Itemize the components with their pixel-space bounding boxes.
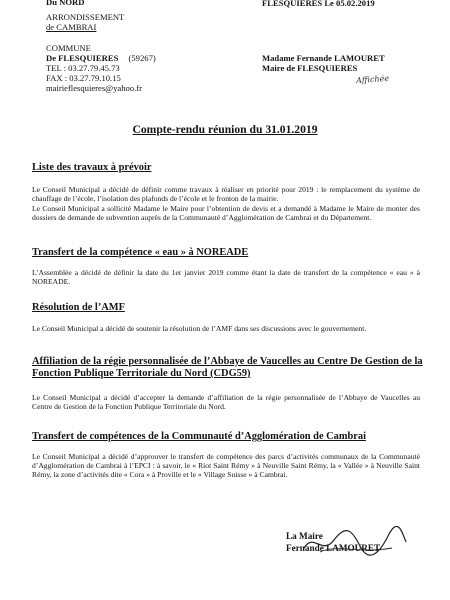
section-paragraph-amf: Le Conseil Municipal a décidé de soutenir la résolution de l’AMF dans ses discussions avec le gouvernement. (32, 324, 367, 333)
recipient-title: Maire de FLESQUIERES (262, 63, 358, 73)
signature-name: Fernande LAMOURET (286, 543, 381, 553)
header-fax: FAX : 03.27.79.10.15 (46, 73, 121, 83)
section-heading-eau: Transfert de la compétence « eau » à NOREADE (32, 247, 249, 258)
section-paragraph-travaux-2: Le Conseil Municipal a sollicité Madame le Maire pour l’obtention de devis et a demandé à Madame le Maire de monter des dossiers de demande de subvention auprès de la Communauté d’Agglomération de Cambrai et du Département. (32, 204, 420, 223)
header-email: mairieflesquieres@yahoo.fr (46, 83, 142, 93)
commune-postcode: (59267) (128, 53, 156, 63)
header-department: Du NORD (46, 0, 85, 7)
section-heading-cac: Transfert de compétences de la Communauté d’Agglomération de Cambrai (32, 431, 366, 442)
page-title: Compte-rendu réunion du 31.01.2019 (132, 123, 318, 136)
section-heading-amf: Résolution de l’AMF (32, 302, 125, 313)
section-paragraph-travaux-1: Le Conseil Municipal a décidé de définir comme travaux à réaliser en priorité pour 2019 : le remplacement du système de chauffage de l’école, l’isolation des plafonds de l’école et le fronton de la mairie. (32, 185, 420, 204)
header-commune-label: COMMUNE (46, 43, 91, 53)
section-paragraph-cac: Le Conseil Municipal a décidé d’approuver le transfert de compétence des parcs d’activités communaux de la Communauté d’Agglomération de Cambrai à l’EPCI : à savoir, le « Riot Saint Rémy » à Neuville Saint Rémy, la « Vallée » à Neuville Saint Rémy, la zone d’activités dite « Cora » à Proville et le « Village Suisse » à Cambrai. (32, 452, 420, 480)
recipient-name: Madame Fernande LAMOURET (262, 53, 385, 63)
handwritten-signature (300, 526, 410, 560)
section-heading-cdg59: Affiliation de la régie personnalisée de l’Abbaye de Vaucelles au Centre De Gestion de la Fonction Publique Territoriale du Nord (CDG59) (32, 356, 423, 379)
signature-title: La Maire (286, 531, 323, 541)
handwritten-annotation: Affichée (355, 73, 390, 86)
commune-name: De FLESQUIERES (46, 53, 119, 63)
header-arrondissement: ARRONDISSEMENT (46, 12, 125, 22)
header-arrondissement-name: de CAMBRAI (46, 22, 97, 32)
section-heading-travaux: Liste des travaux à prévoir (32, 162, 152, 173)
header-date-line: FLESQUIERES Le 05.02.2019 (262, 0, 375, 8)
section-paragraph-eau: L’Assemblée a décidé de définir la date du 1er janvier 2019 comme étant la date de transfert de la compétence « eau » à NOREADE. (32, 268, 420, 287)
section-paragraph-cdg59: Le Conseil Municipal a décidé d’accepter la demande d’affiliation de la régie personnalisée de l’Abbaye de Vaucelles au Centre de Gestion de la Fonction Publique Territoriale du Nord. (32, 393, 420, 412)
header-tel: TEL : 03.27.79.45.73 (46, 63, 120, 73)
